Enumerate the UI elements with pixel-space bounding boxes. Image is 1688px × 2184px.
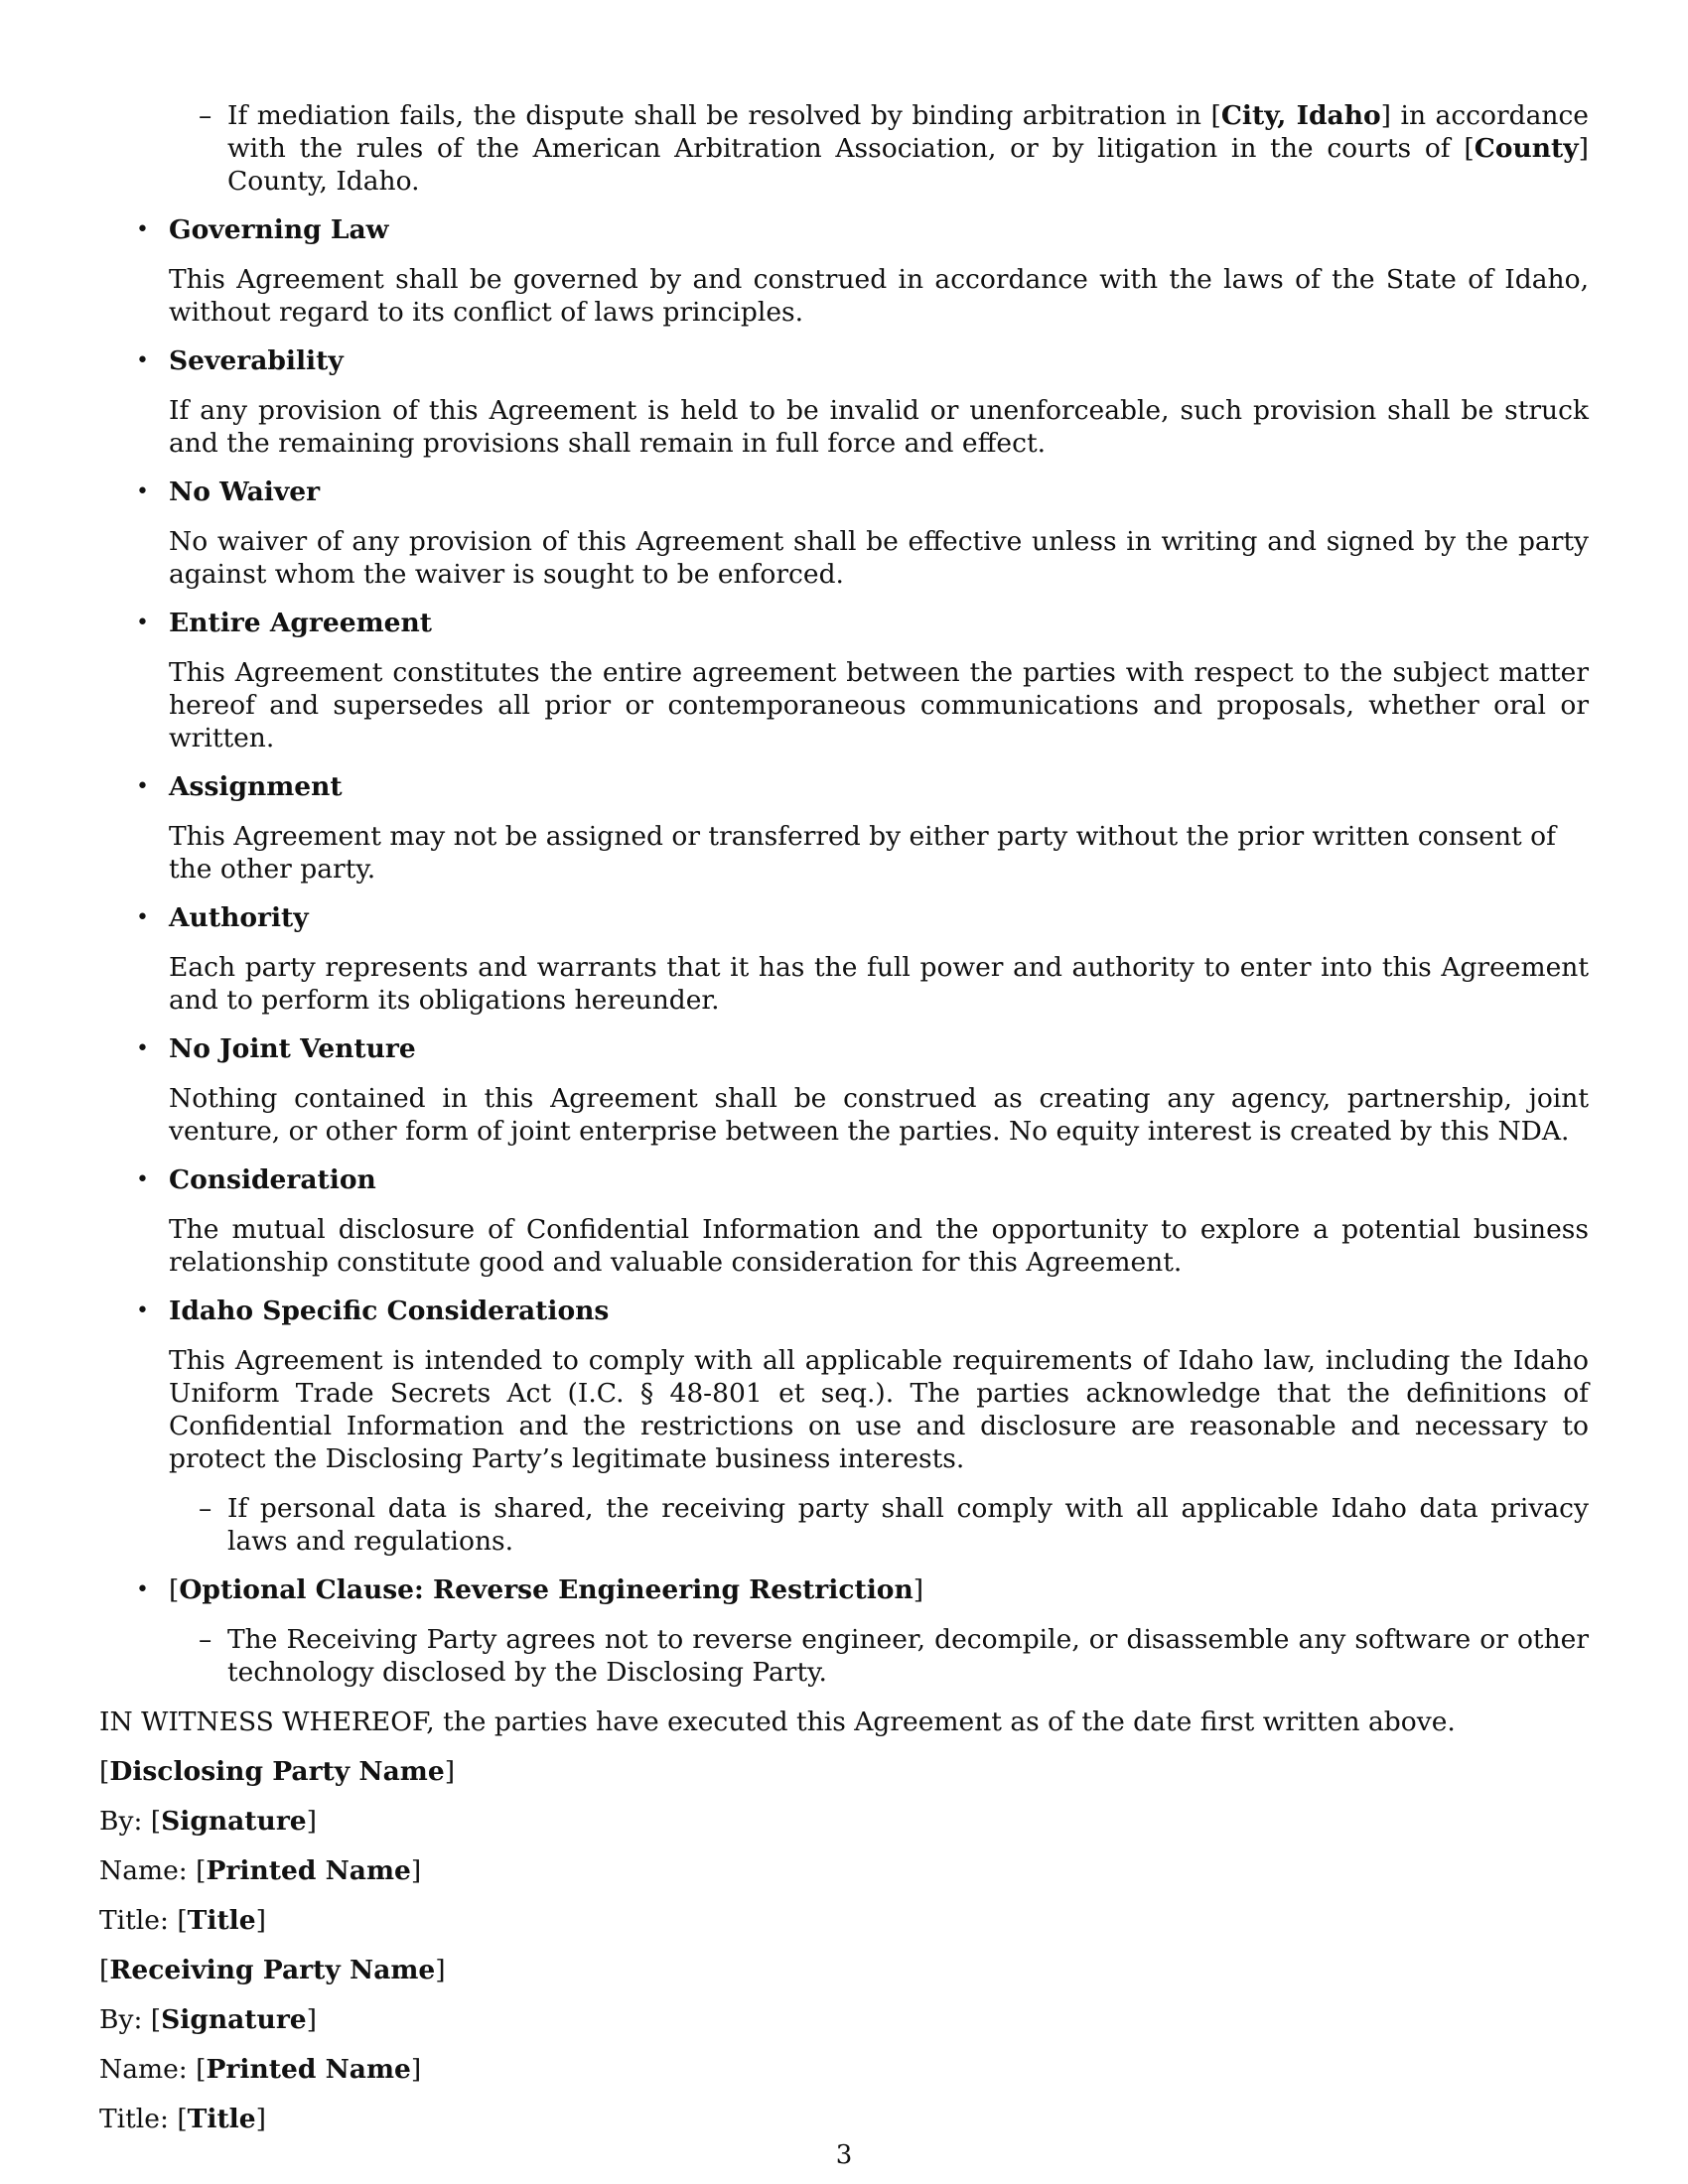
- name-line: Name: [Printed Name]: [99, 1855, 422, 1886]
- title-label: Title:: [99, 1905, 169, 1936]
- section-authority: [99, 901, 1589, 1017]
- section-title: No Joint Venture: [169, 1033, 416, 1064]
- bullet-marker: •: [136, 905, 149, 930]
- dispute-text-1: If mediation fails, the dispute shall be resolved by binding arbitration in [: [227, 100, 1221, 131]
- title-line: Title: [Title]: [99, 2104, 266, 2134]
- city-placeholder: City, Idaho: [1220, 100, 1381, 131]
- section-title: Idaho Specific Considerations: [169, 1296, 610, 1326]
- section-body: The mutual disclosure of Confidential Information and the opportunity to explore a potential business relationship constitute good and valuable consideration for this Agreement.: [169, 1214, 1589, 1278]
- subitem-text: The Receiving Party agrees not to reverse engineer, decompile, or disassemble any software or other technology disclosed by the Disclosing Party.: [227, 1624, 1589, 1688]
- title-placeholder: Title: [187, 1905, 256, 1936]
- by-label: By:: [99, 1806, 143, 1837]
- section-governing-law: [99, 213, 1589, 329]
- bullet-marker: •: [136, 217, 149, 242]
- section-title: Assignment: [169, 771, 343, 802]
- dash-marker: –: [199, 100, 212, 131]
- dispute-text-3: ] County, Idaho.: [227, 133, 1589, 197]
- section-title: Authority: [169, 902, 309, 933]
- section-body: If any provision of this Agreement is held to be invalid or unenforceable, such provision shall be struck and the remaining provisions shall remain in full force and effect.: [169, 395, 1589, 459]
- party-name-line: [Receiving Party Name]: [99, 1955, 446, 1985]
- by-line: By: [Signature]: [99, 1806, 317, 1837]
- section-title: Optional Clause: Reverse Engineering Restriction: [179, 1574, 914, 1605]
- party-name-line: [Disclosing Party Name]: [99, 1756, 456, 1787]
- signature-block-disclosing: [99, 1755, 1589, 1937]
- signature-block-receiving: [99, 1954, 1589, 2135]
- county-placeholder: County: [1474, 133, 1579, 164]
- section-body: No waiver of any provision of this Agreement shall be effective unless in writing and signed by the party against whom the waiver is sought to be enforced.: [169, 526, 1589, 590]
- bullet-marker: •: [136, 1298, 149, 1323]
- witness-statement: IN WITNESS WHEREOF, the parties have executed this Agreement as of the date first written above.: [99, 1706, 1456, 1737]
- dispute-resolution-subitem: [99, 99, 1589, 198]
- section-consideration: [99, 1163, 1589, 1279]
- section-entire-agreement: [99, 607, 1589, 754]
- page-number: 3: [835, 2140, 853, 2170]
- printed-name-placeholder: Printed Name: [206, 1855, 411, 1886]
- title-line: Title: [Title]: [99, 1905, 266, 1936]
- section-title: Severability: [169, 345, 344, 376]
- title-placeholder: Title: [187, 2104, 256, 2134]
- section-assignment: [99, 770, 1589, 886]
- section-body: This Agreement is intended to comply with all applicable requirements of Idaho law, including the Idaho Uniform Trade Secrets Act (I.C. § 48-801 et seq.). The parties acknowledge that the definitions of Confidential Information and the restrictions on use and disclosure are reasonable and necessary to protect the Disclosing Party’s legitimate business interests.: [169, 1345, 1589, 1474]
- bullet-marker: •: [136, 1036, 149, 1061]
- party-name-placeholder: Receiving Party Name: [109, 1955, 436, 1985]
- section-body: Nothing contained in this Agreement shall be construed as creating any agency, partnership, joint venture, or other form of joint enterprise between the parties. No equity interest is created by this NDA.: [169, 1083, 1589, 1147]
- section-body: This Agreement may not be assigned or transferred by either party without the prior written consent of the other party.: [169, 821, 1556, 885]
- bullet-marker: •: [136, 1167, 149, 1192]
- document-page: [99, 99, 1589, 2135]
- section-title: No Waiver: [169, 477, 321, 507]
- section-title: Consideration: [169, 1164, 376, 1195]
- section-idaho-specific: [99, 1295, 1589, 1558]
- close-bracket: ]: [913, 1574, 924, 1605]
- bullet-marker: •: [136, 348, 149, 373]
- subitem-text: If personal data is shared, the receiving party shall comply with all applicable Idaho data privacy laws and regulations.: [227, 1493, 1589, 1557]
- section-body: This Agreement constitutes the entire agreement between the parties with respect to the subject matter hereof and supersedes all prior or contemporaneous communications and proposals, whether oral or written.: [169, 657, 1589, 753]
- section-title: Governing Law: [169, 214, 389, 245]
- by-label: By:: [99, 2004, 143, 2035]
- by-line: By: [Signature]: [99, 2004, 317, 2035]
- dash-marker: –: [199, 1624, 212, 1655]
- section-title: Entire Agreement: [169, 608, 432, 638]
- personal-data-subitem: [169, 1492, 1589, 1558]
- printed-name-placeholder: Printed Name: [206, 2054, 411, 2085]
- bullet-marker: •: [136, 611, 149, 635]
- section-body: Each party represents and warrants that it has the full power and authority to enter into this Agreement and to perform its obligations hereunder.: [169, 952, 1589, 1016]
- optional-clause-heading: [169, 1573, 1589, 1606]
- open-bracket: [: [169, 1574, 180, 1605]
- dispute-text-2: ] in accordance with the rules of the American Arbitration Association, or by litigation in the courts of [: [227, 100, 1589, 164]
- name-line: Name: [Printed Name]: [99, 2054, 422, 2085]
- party-name-placeholder: Disclosing Party Name: [109, 1756, 445, 1787]
- section-no-joint-venture: [99, 1032, 1589, 1148]
- bullet-marker: •: [136, 1577, 149, 1602]
- section-optional-clause: [99, 1573, 1589, 1689]
- bullet-marker: •: [136, 774, 149, 799]
- name-label: Name:: [99, 1855, 188, 1886]
- section-no-waiver: [99, 476, 1589, 591]
- title-label: Title:: [99, 2104, 169, 2134]
- signature-placeholder: Signature: [161, 1806, 307, 1837]
- signature-placeholder: Signature: [161, 2004, 307, 2035]
- section-severability: [99, 344, 1589, 460]
- reverse-engineering-subitem: [169, 1623, 1589, 1689]
- dash-marker: –: [199, 1493, 212, 1524]
- bullet-marker: •: [136, 479, 149, 504]
- section-body: This Agreement shall be governed by and construed in accordance with the laws of the State of Idaho, without regard to its conflict of laws principles.: [169, 264, 1589, 328]
- name-label: Name:: [99, 2054, 188, 2085]
